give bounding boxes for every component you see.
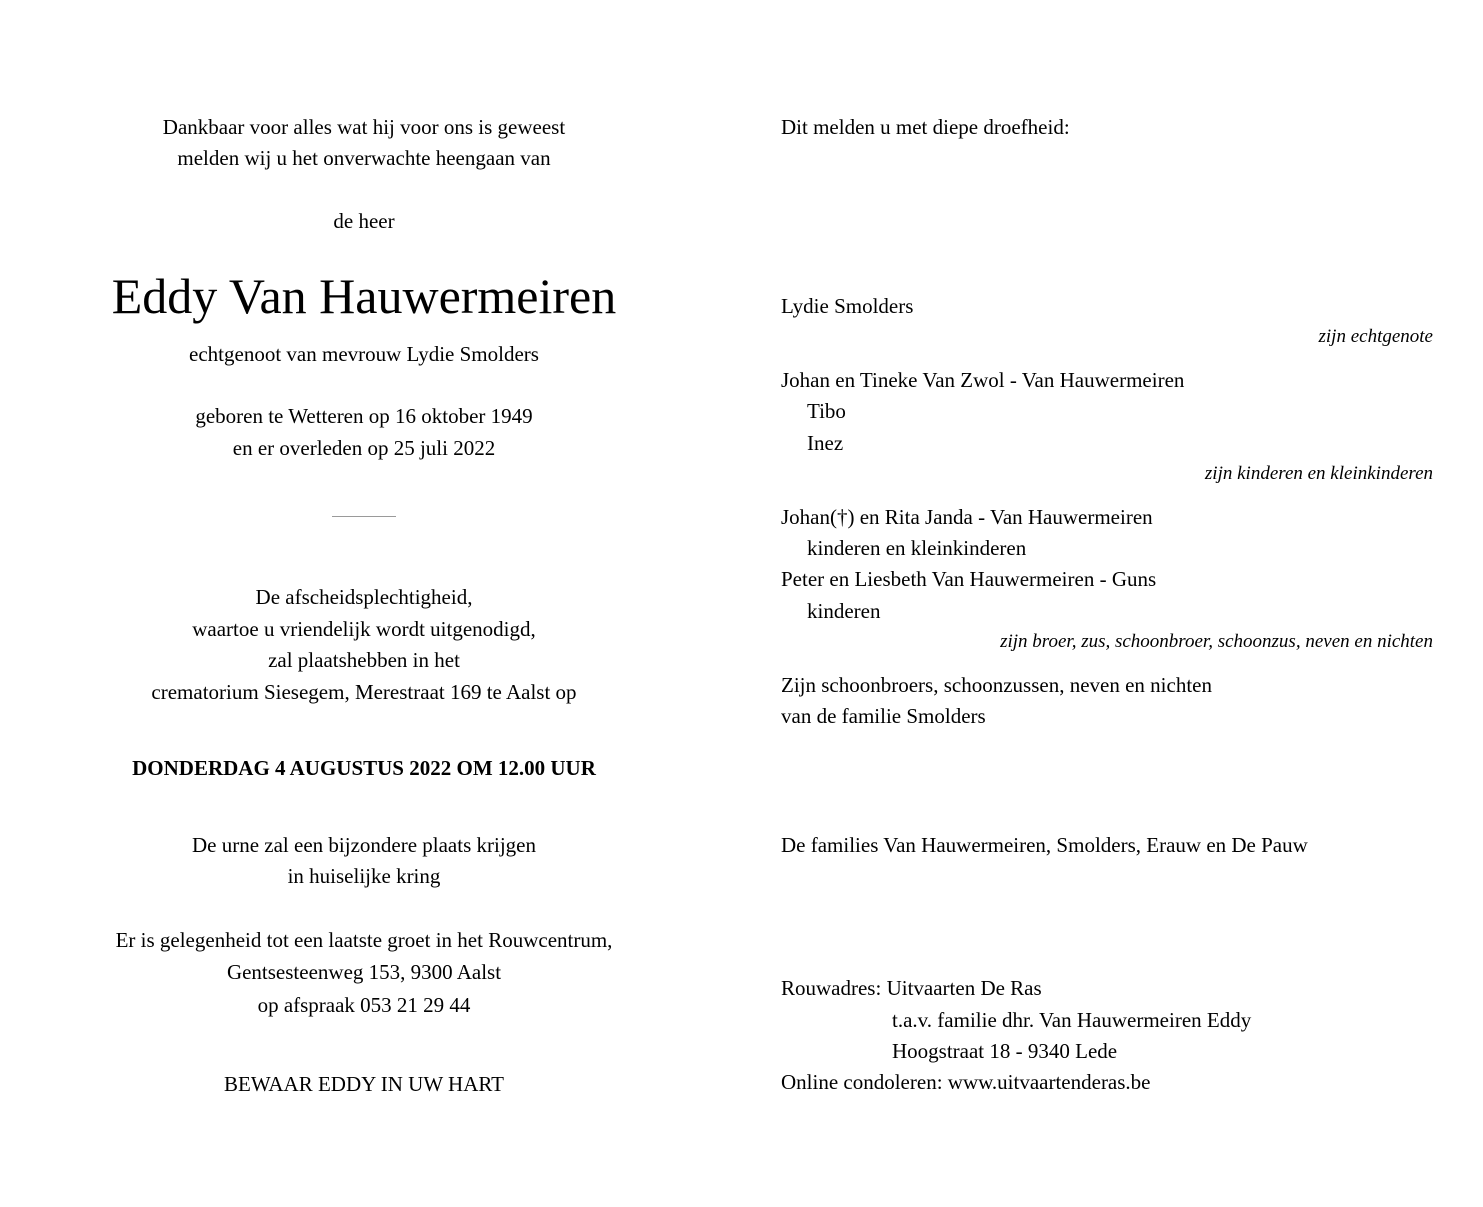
visit-line-2: Gentsesteenweg 153, 9300 Aalst	[226, 960, 502, 984]
wife-relation: zijn echtgenote	[1318, 326, 1433, 347]
divider-line	[332, 516, 396, 517]
condolences-line: Online condoleren: www.uitvaartenderas.be	[781, 1070, 1151, 1094]
siblings-relation: zijn broer, zus, schoonbroer, schoonzus, neven en nichten	[1000, 631, 1433, 652]
urn-line-1: De urne zal een bijzondere plaats krijgen	[191, 833, 536, 857]
ceremony-line-1: De afscheidsplechtigheid,	[255, 585, 473, 609]
ceremony-line-4: crematorium Siesegem, Merestraat 169 te Aalst op	[151, 680, 577, 704]
ceremony-line-2: waartoe u vriendelijk wordt uitgenodigd,	[192, 617, 536, 641]
inlaws-line-1: Zijn schoonbroers, schoonzussen, neven en nichten	[781, 673, 1212, 697]
deceased-name: Eddy Van Hauwermeiren	[111, 268, 617, 324]
right-intro: Dit melden u met diepe droefheid:	[781, 115, 1070, 139]
address-line-3: Hoogstraat 18 - 9340 Lede	[892, 1039, 1118, 1063]
honorific: de heer	[333, 209, 395, 233]
sibling-1: Johan(†) en Rita Janda - Van Hauwermeiren	[781, 505, 1153, 529]
intro-line-2: melden wij u het onverwachte heengaan van	[177, 146, 551, 170]
address-line-2: t.a.v. familie dhr. Van Hauwermeiren Eddy	[892, 1008, 1252, 1032]
address-label: Rouwadres: Uitvaarten De Ras	[781, 976, 1042, 1000]
inlaws-line-2: van de familie Smolders	[781, 704, 986, 728]
visit-line-3: op afspraak 053 21 29 44	[257, 993, 471, 1017]
intro-line-1: Dankbaar voor alles wat hij voor ons is geweest	[162, 115, 566, 139]
grandchild-1: Tibo	[807, 399, 846, 423]
child-family: Johan en Tineke Van Zwol - Van Hauwermeiren	[781, 368, 1185, 392]
closing-line: BEWAAR EDDY IN UW HART	[224, 1072, 504, 1096]
ceremony-line-3: zal plaatshebben in het	[268, 648, 460, 672]
birth-line: geboren te Wetteren op 16 oktober 1949	[195, 404, 533, 428]
sibling-1-sub: kinderen en kleinkinderen	[807, 536, 1027, 560]
urn-line-2: in huiselijke kring	[287, 864, 441, 888]
death-line: en er overleden op 25 juli 2022	[232, 436, 496, 460]
children-relation: zijn kinderen en kleinkinderen	[1204, 463, 1433, 484]
families-line: De families Van Hauwermeiren, Smolders, Erauw en De Pauw	[781, 833, 1308, 857]
sibling-2-sub: kinderen	[807, 599, 881, 623]
visit-line-1: Er is gelegenheid tot een laatste groet in het Rouwcentrum,	[115, 928, 613, 952]
grandchild-2: Inez	[807, 431, 844, 455]
sibling-2: Peter en Liesbeth Van Hauwermeiren - Guns	[781, 567, 1157, 591]
spouse-line: echtgenoot van mevrouw Lydie Smolders	[189, 342, 539, 366]
wife-name: Lydie Smolders	[781, 294, 914, 318]
ceremony-date: DONDERDAG 4 AUGUSTUS 2022 OM 12.00 UUR	[132, 756, 596, 780]
